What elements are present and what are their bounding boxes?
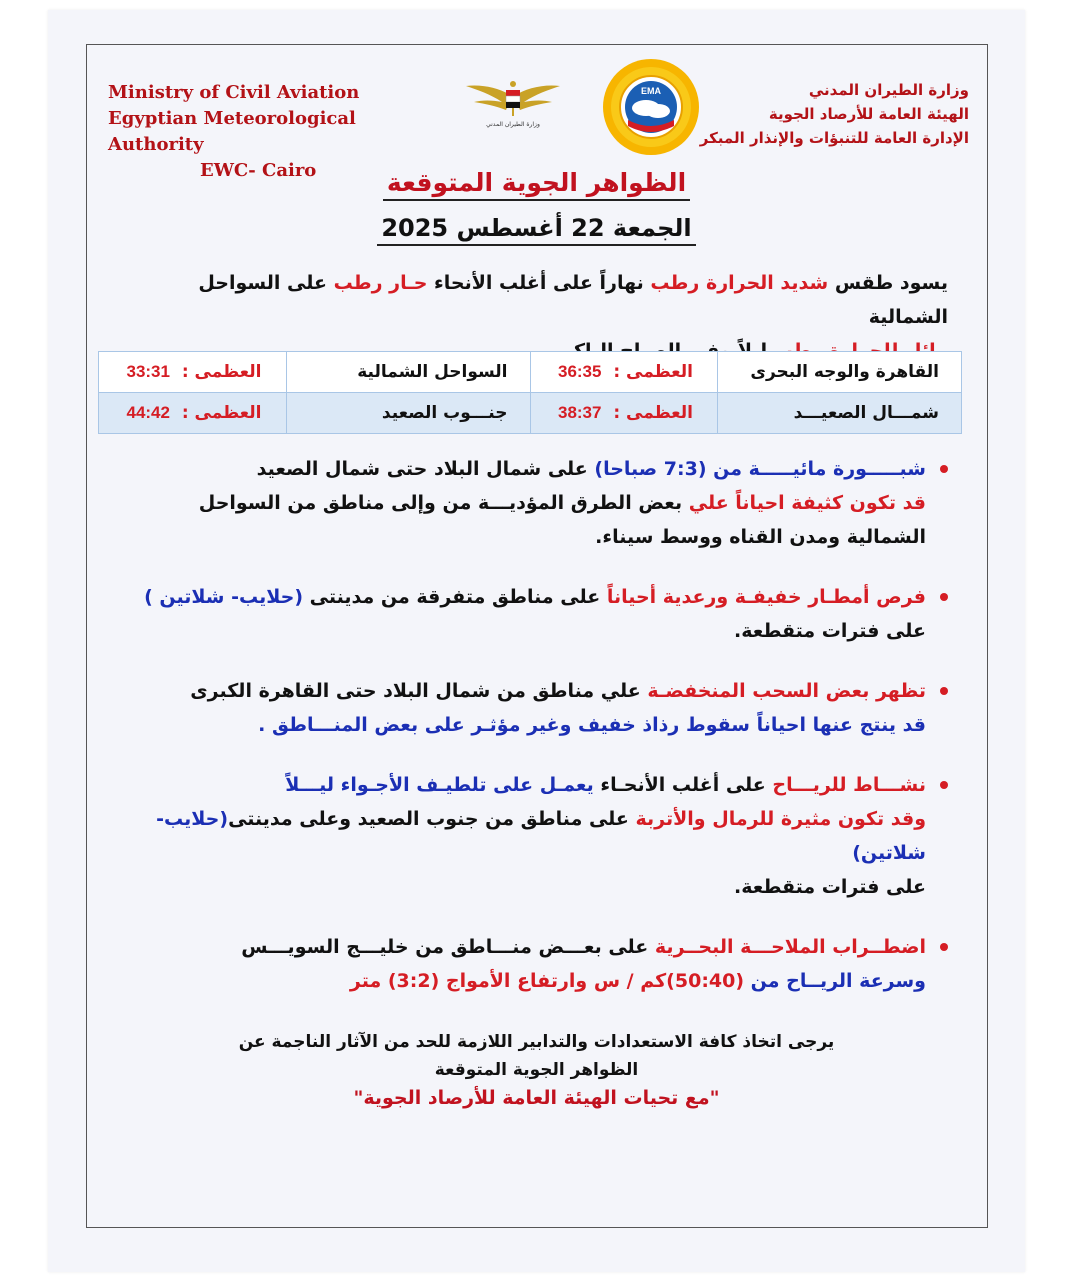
marine-heading: اضطــراب الملاحـــة البحــرية (654, 936, 926, 958)
temperature-row (99, 393, 962, 434)
list-item-rain (118, 580, 926, 648)
temp-value: 33:31 (126, 362, 170, 381)
wind-relief: يعمـل على تلطيـف الأجـواء ليـــلاً (285, 774, 594, 796)
header-ar-authority: الهيئة العامة للأرصاد الجوية (768, 105, 969, 123)
list-item-clouds (118, 674, 926, 742)
ministry-logo (462, 74, 564, 136)
temp-cell (530, 352, 718, 393)
list-item-fog (118, 452, 926, 554)
marine-wind-label: وسرعة الريــاح من (750, 970, 926, 992)
footer-line-1: يرجى اتخاذ كافة الاستعدادات والتدابير اللازمة للحد من الآثار الناجمة عن (238, 1032, 835, 1052)
temp-region: شمـــال الصعيـــد (718, 393, 962, 434)
wind-text-3: على فترات متقطعة. (734, 876, 926, 898)
marine-wind-speed: (50:40)كم / س (587, 970, 751, 992)
fog-heading: شبـــــورة مائيـــــة من (7:3 صباحا) (594, 458, 926, 480)
temp-region: جنـــوب الصعيد (286, 393, 530, 434)
list-item-marine (118, 930, 926, 998)
date-wrap (0, 214, 1073, 246)
temperature-row (99, 352, 962, 393)
temp-value: 38:37 (557, 403, 602, 422)
bullet-dot-icon (940, 781, 948, 789)
footer-note (0, 1028, 1073, 1112)
rain-text-2: على فترات متقطعة. (734, 620, 926, 642)
marine-text: على بعـــض منـــاطق من خليـــج السويـــس (241, 936, 655, 958)
temp-label: العظمى : (181, 362, 262, 382)
page-title: الظواهر الجوية المتوقعة (383, 168, 690, 201)
footer-line-2: الظواهر الجوية المتوقعة (434, 1060, 639, 1080)
temp-label: العظمى : (613, 403, 693, 423)
temp-region: السواحل الشمالية (286, 352, 530, 393)
clouds-sub: قد ينتج عنها احياناً (756, 714, 926, 736)
ema-logo-text: EMA (641, 86, 661, 96)
rain-text: على مناطق متفرقة من مدينتى (303, 586, 607, 608)
header-arabic (669, 78, 969, 150)
wind-text: على أغلب الأنحـاء (593, 774, 773, 796)
fog-text-2: بعض الطرق المؤديـــة من وإلى مناطق من السواحل الشمالية ومدن القناه ووسط سيناء. (198, 492, 926, 548)
header-ar-department: الإدارة العامة للتنبؤات والإنذار المبكر (699, 129, 969, 147)
ministry-wings-icon (462, 74, 564, 136)
header-en-ministry: Ministry of Civil Aviation (108, 82, 360, 103)
wind-cities: (حلايب- شلاتين) (156, 808, 926, 864)
temp-value: 36:35 (557, 362, 602, 381)
intro-highlight-hot-humid: شديد الحرارة رطب (650, 272, 829, 294)
temp-value: 44:42 (126, 403, 170, 422)
header-en-center: EWC- Cairo (200, 160, 317, 181)
bullet-dot-icon (940, 943, 948, 951)
intro-highlight-coast: حـار رطب (333, 272, 428, 294)
rain-heading: فرص أمطـار خفيفـة ورعدية أحياناً (606, 586, 926, 608)
clouds-heading: تظهر بعض السحب المنخفضـة (647, 680, 926, 702)
wind-text-2: على مناطق من جنوب الصعيد وعلى مدينتى (228, 808, 636, 830)
footer-greeting: "مع تحيات الهيئة العامة للأرصاد الجوية" (353, 1087, 720, 1109)
temp-cell (99, 352, 287, 393)
temp-cell (99, 393, 287, 434)
fog-highlight: قد تكون كثيفة احياناً علي (688, 492, 926, 514)
intro-text-1: يسود طقس (828, 272, 948, 294)
temp-label: العظمى : (613, 362, 693, 382)
temp-label: العظمى : (181, 403, 262, 423)
forecast-date: الجمعة 22 أغسطس 2025 (377, 214, 695, 246)
phenomena-list (118, 452, 926, 998)
marine-waves: وارتفاع الأمواج (3:2) متر (349, 970, 588, 992)
wind-heading: نشـــاط للريـــاح (772, 774, 926, 796)
clouds-drizzle: سقوط رذاذ خفيف وغير مؤثـر على بعض المنـــاطق . (258, 714, 757, 736)
wind-dust: وقد تكون مثيرة للرمال والأتربة (635, 808, 926, 830)
temp-cell (530, 393, 718, 434)
temperature-table (98, 351, 962, 434)
clouds-text: علي مناطق من شمال البلاد حتى القاهرة الكبرى (190, 680, 648, 702)
fog-text: على شمال البلاد حتى شمال الصعيد (256, 458, 595, 480)
bullet-dot-icon (940, 687, 948, 695)
ministry-logo-text: وزارة الطيران المدني (486, 121, 540, 128)
header-en-authority: Egyptian Meteorological Authority (108, 108, 356, 155)
bullet-dot-icon (940, 465, 948, 473)
page-title-wrap (0, 168, 1073, 201)
header-ar-ministry: وزارة الطيران المدني (808, 81, 969, 99)
intro-text-3: على السواحل الشمالية (198, 272, 948, 328)
temp-region: القاهرة والوجه البحرى (718, 352, 962, 393)
bullet-dot-icon (940, 593, 948, 601)
rain-cities: (حلايب- شلاتين ) (144, 586, 304, 608)
intro-text-2: نهاراً على أغلب الأنحاء (427, 272, 651, 294)
list-item-wind (118, 768, 926, 904)
